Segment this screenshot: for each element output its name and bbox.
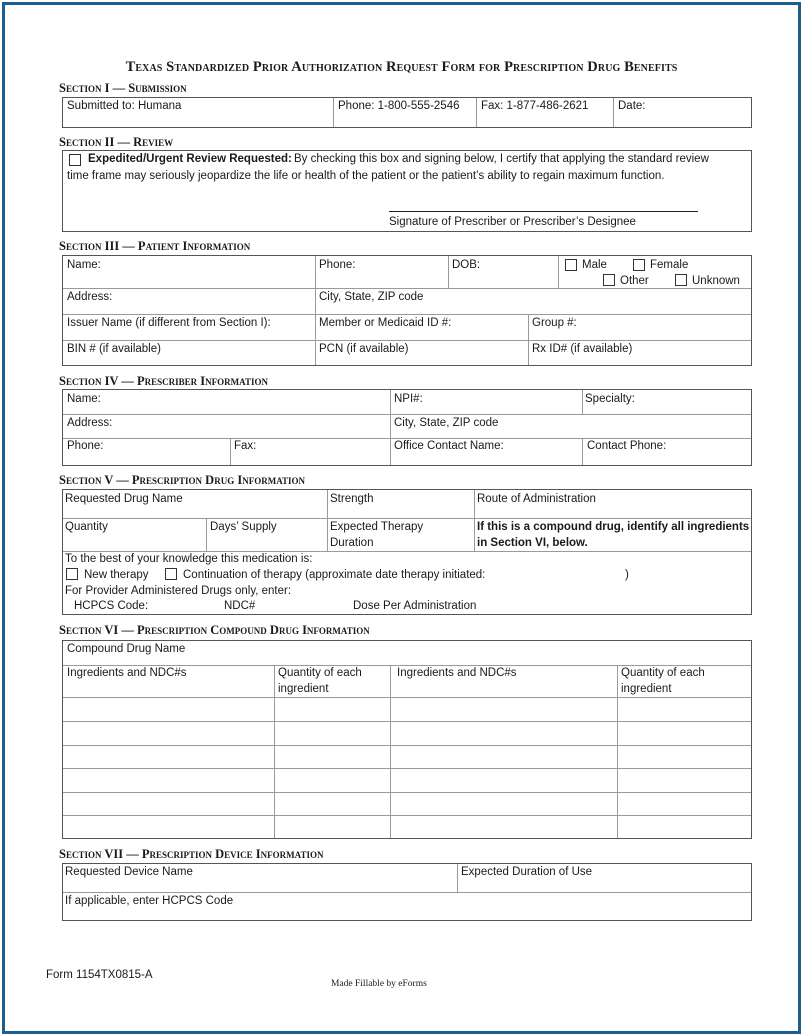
submission-date-field[interactable]: Date:	[618, 100, 646, 112]
requested-device-name-field[interactable]: Requested Device Name	[65, 866, 193, 878]
other-checkbox[interactable]	[603, 274, 615, 286]
days-supply-field[interactable]: Days’ Supply	[210, 521, 277, 533]
contact-phone-field[interactable]: Contact Phone:	[587, 440, 667, 452]
quantity-header-2-line1: Quantity of each	[621, 667, 705, 679]
section-5-heading: Section V — Prescription Drug Information	[59, 473, 306, 487]
submitted-to-field[interactable]: Submitted to: Humana	[67, 100, 182, 112]
office-contact-field[interactable]: Office Contact Name:	[394, 440, 504, 452]
prescriber-fax-field[interactable]: Fax:	[234, 440, 257, 452]
quantity-header-1-line2: ingredient	[278, 683, 329, 695]
section-3-heading: Section III — Patient Information	[59, 239, 251, 253]
ingredients-header-1: Ingredients and NDC#s	[67, 667, 187, 679]
made-fillable-note: Made Fillable by eForms	[331, 979, 427, 989]
male-checkbox[interactable]	[565, 259, 577, 271]
issuer-name-field[interactable]: Issuer Name (if different from Section I):	[67, 317, 271, 329]
expected-duration-use-field[interactable]: Expected Duration of Use	[461, 866, 593, 878]
unknown-checkbox[interactable]	[675, 274, 687, 286]
quantity-field[interactable]: Quantity	[65, 521, 108, 533]
expedited-label: Expedited/Urgent Review Requested:	[88, 153, 292, 165]
submission-phone-field[interactable]: Phone: 1-800-555-2546	[338, 100, 460, 112]
male-label: Male	[582, 259, 607, 271]
prescriber-phone-field[interactable]: Phone:	[67, 440, 104, 452]
route-field[interactable]: Route of Administration	[477, 493, 596, 505]
female-label: Female	[650, 259, 689, 271]
section-6-heading: Section VI — Prescription Compound Drug Information	[59, 623, 370, 637]
section-7-heading: Section VII — Prescription Device Information	[59, 847, 324, 861]
submission-fax-field[interactable]: Fax: 1-877-486-2621	[481, 100, 589, 112]
member-id-field[interactable]: Member or Medicaid ID #:	[319, 317, 452, 329]
continuation-close-paren: )	[625, 569, 629, 581]
medication-knowledge-label: To the best of your knowledge this medication is:	[65, 553, 313, 565]
form-title: Texas Standardized Prior Authorization Request Form for Prescription Drug Benefits	[125, 59, 678, 75]
patient-name-field[interactable]: Name:	[67, 259, 101, 271]
expected-therapy-line2: Duration	[330, 537, 374, 549]
ingredients-header-2: Ingredients and NDC#s	[397, 667, 517, 679]
section-1-heading: Section I — Submission	[59, 81, 187, 95]
continuation-label: Continuation of therapy (approximate date therapy initiated:	[183, 569, 486, 581]
prescriber-signature-line[interactable]	[389, 211, 698, 212]
expedited-checkbox[interactable]	[69, 154, 81, 166]
bin-field[interactable]: BIN # (if available)	[67, 343, 161, 355]
unknown-label: Unknown	[692, 275, 740, 287]
compound-note-line1: If this is a compound drug, identify all ingredients	[477, 521, 750, 533]
quantity-header-2-line2: ingredient	[621, 683, 672, 695]
device-hcpcs-field[interactable]: If applicable, enter HCPCS Code	[65, 895, 234, 907]
patient-phone-field[interactable]: Phone:	[319, 259, 356, 271]
prescriber-address-field[interactable]: Address:	[67, 417, 113, 429]
patient-address-field[interactable]: Address:	[67, 291, 113, 303]
expedited-text-line1: By checking this box and signing below, I certify that applying the standard review	[294, 153, 709, 165]
section-4-heading: Section IV — Prescriber Information	[59, 374, 268, 388]
provider-admin-label: For Provider Administered Drugs only, enter:	[65, 585, 292, 597]
patient-dob-field[interactable]: DOB:	[452, 259, 481, 271]
other-label: Other	[620, 275, 649, 287]
prescriber-city-field[interactable]: City, State, ZIP code	[394, 417, 499, 429]
new-therapy-checkbox[interactable]	[66, 568, 78, 580]
signature-label: Signature of Prescriber or Prescriber’s Designee	[389, 216, 636, 228]
patient-city-field[interactable]: City, State, ZIP code	[319, 291, 424, 303]
pcn-field[interactable]: PCN (if available)	[319, 343, 409, 355]
new-therapy-label: New therapy	[84, 569, 149, 581]
hcpcs-code-field[interactable]: HCPCS Code:	[74, 600, 149, 612]
expedited-text-line2: time frame may seriously jeopardize the life or health of the patient or the patient’s ability to regain maximum function.	[67, 170, 665, 182]
form-number: Form 1154TX0815-A	[46, 969, 153, 981]
dose-per-admin-field[interactable]: Dose Per Administration	[353, 600, 477, 612]
compound-note-line2: in Section VI, below.	[477, 537, 588, 549]
specialty-field[interactable]: Specialty:	[585, 393, 635, 405]
continuation-checkbox[interactable]	[165, 568, 177, 580]
female-checkbox[interactable]	[633, 259, 645, 271]
section-2-heading: Section II — Review	[59, 135, 174, 149]
group-number-field[interactable]: Group #:	[532, 317, 577, 329]
rx-id-field[interactable]: Rx ID# (if available)	[532, 343, 633, 355]
expected-therapy-line1[interactable]: Expected Therapy	[330, 521, 424, 533]
compound-drug-name-field[interactable]: Compound Drug Name	[67, 643, 186, 655]
strength-field[interactable]: Strength	[330, 493, 374, 505]
ndc-field[interactable]: NDC#	[224, 600, 256, 612]
requested-drug-name-field[interactable]: Requested Drug Name	[65, 493, 183, 505]
npi-field[interactable]: NPI#:	[394, 393, 423, 405]
prescriber-name-field[interactable]: Name:	[67, 393, 101, 405]
quantity-header-1-line1: Quantity of each	[278, 667, 362, 679]
